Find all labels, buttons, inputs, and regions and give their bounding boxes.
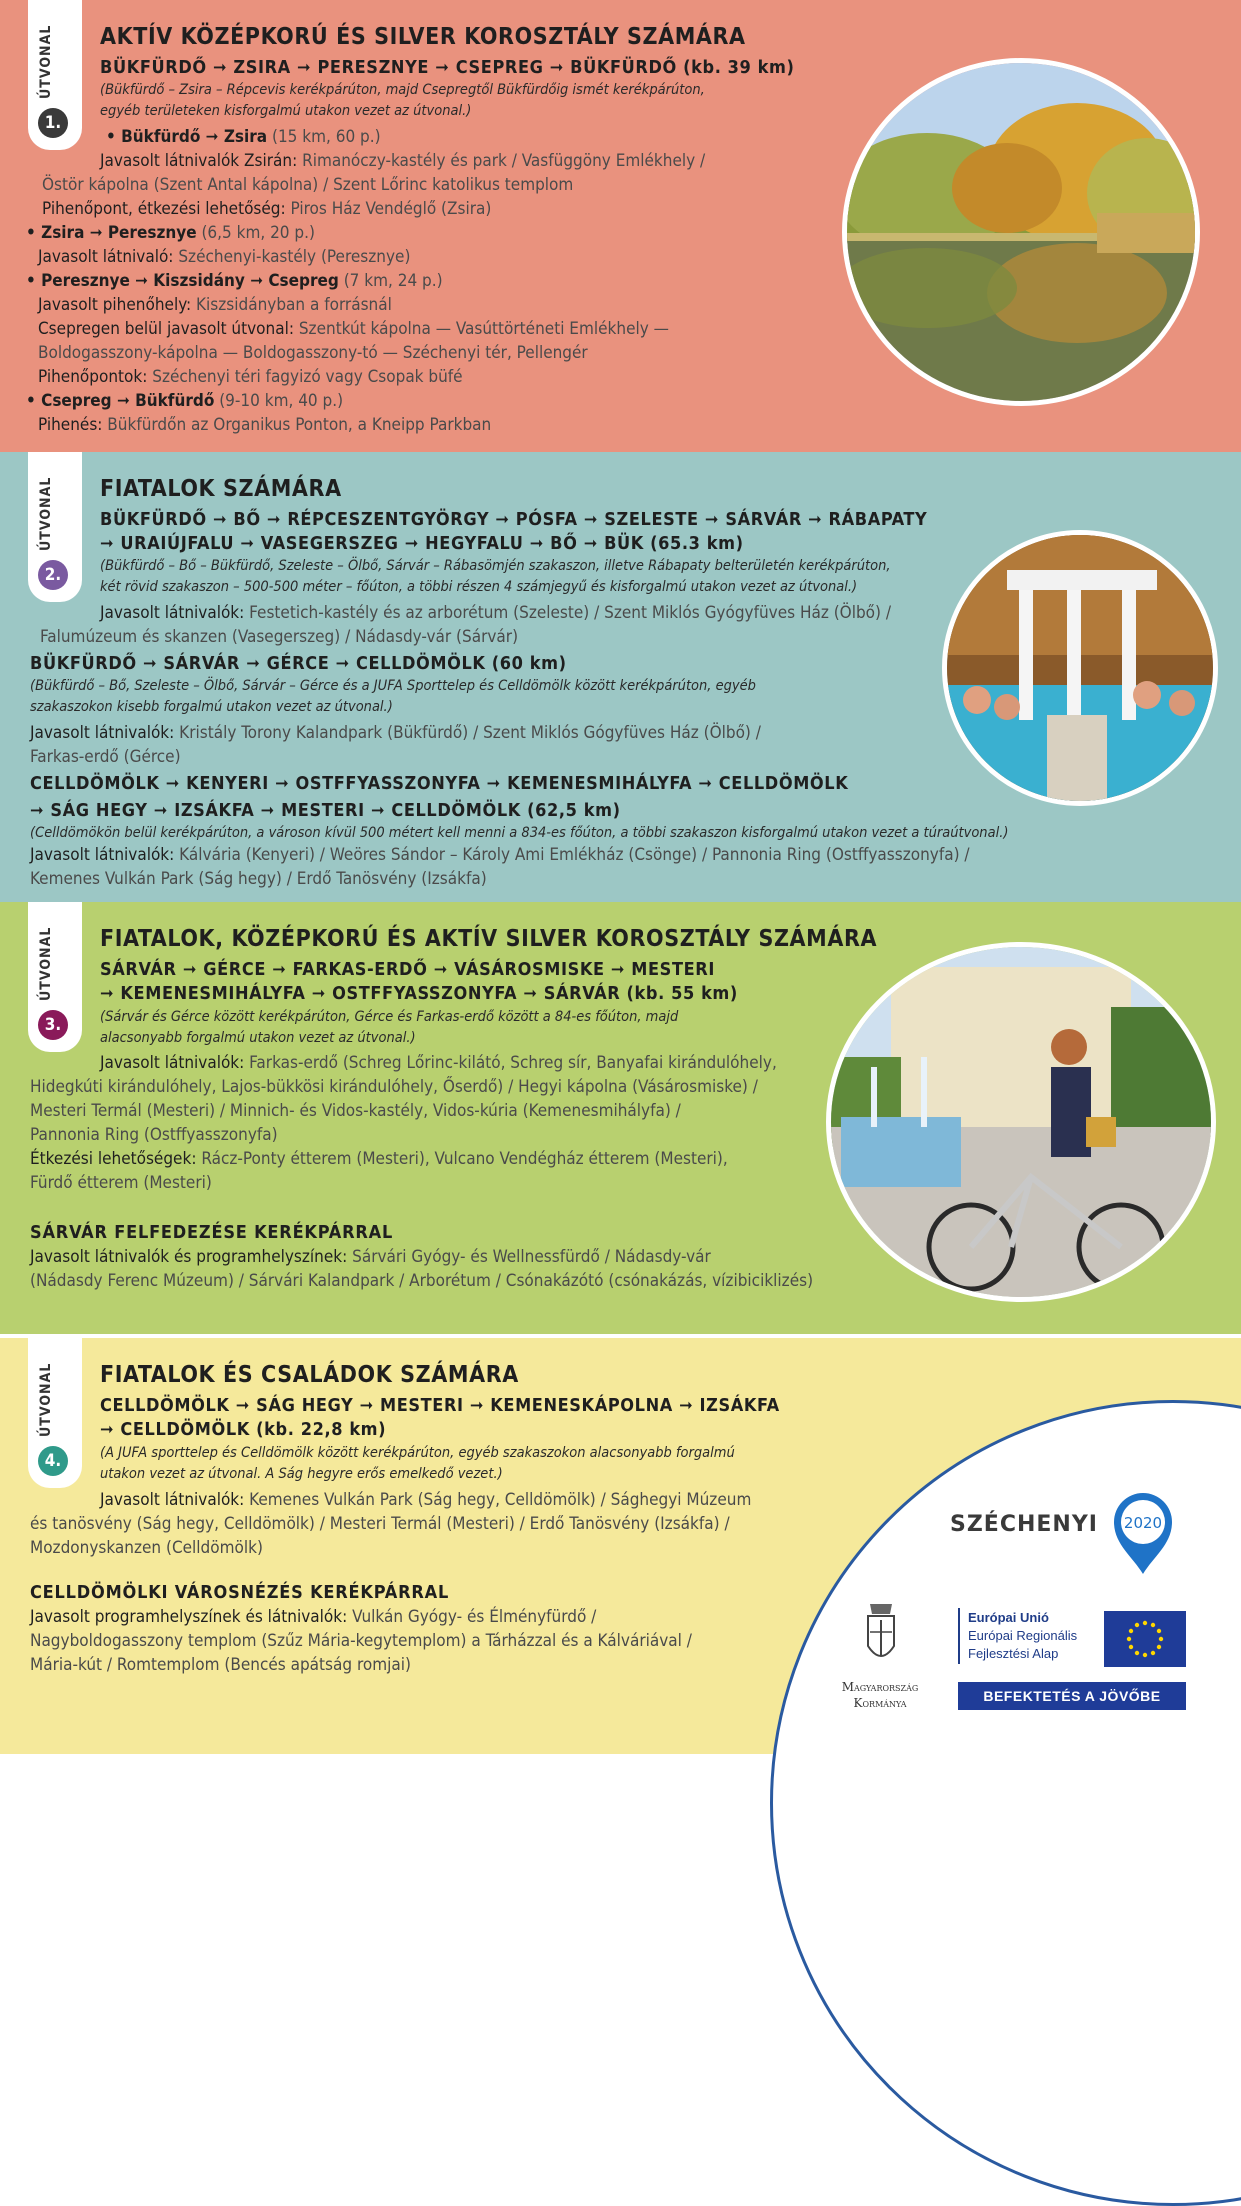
text: Boldogasszony-kápolna — Boldogasszony-tó — Széchenyi tér, Pellengér — [38, 343, 588, 363]
route-note: utakon vezet az útvonal. A Ság hegyre erős emelkedő vezet.) — [100, 1466, 503, 1482]
text: Mária-kút / Romtemplom (Bencés apátság romjai) — [30, 1655, 411, 1675]
cyclist-photo — [826, 942, 1216, 1302]
location-pin-icon — [1110, 1490, 1176, 1576]
route-note: egyéb területeken kisforgalmú utakon vezet az útvonal.) — [100, 103, 472, 119]
tab-label: ÚTVONAL — [38, 24, 54, 100]
text: Bükfürdőn az Organikus Ponton, a Kneipp Parkban — [102, 415, 492, 435]
label: Javasolt látnivalók: — [100, 603, 245, 623]
route-number: 2. — [38, 560, 68, 590]
route-path: ➞ URAIÚJFALU ➞ VASEGERSZEG ➞ HEGYFALU ➞ BŐ ➞ BÜK (65.3 km) — [100, 533, 744, 554]
label: Javasolt programhelyszínek és látnivalók: — [30, 1607, 348, 1627]
szechenyi-text: SZÉCHENYI — [950, 1512, 1098, 1537]
spa-photo — [942, 530, 1218, 806]
route-path: BÜKFÜRDŐ ➞ SÁRVÁR ➞ GÉRCE ➞ CELLDÖMÖLK (60 km) — [30, 653, 567, 674]
text: (Nádasdy Ferenc Múzeum) / Sárvári Kalandpark / Arborétum / Csónakázótó (csónakázás, vízibiciklizés) — [30, 1271, 814, 1291]
tab-label: ÚTVONAL — [38, 1362, 54, 1438]
label: Pihenőpontok: — [38, 367, 148, 387]
route-title: AKTÍV KÖZÉPKORÚ ÉS SILVER KOROSZTÁLY SZÁMÁRA — [100, 24, 746, 50]
route-note: (Bükfürdő – Zsira – Répcevis kerékpárúton, majd Csepregtől Bükfürdőig ismét kerékpárúton, — [100, 82, 705, 98]
eu-text-1: Európai Unió — [968, 1610, 1049, 1625]
leg-title: • Bükfürdő ➞ Zsira — [106, 127, 268, 147]
leg-detail: (15 km, 60 p.) — [267, 127, 381, 147]
eu-text-3: Fejlesztési Alap — [968, 1646, 1059, 1661]
route-number: 1. — [38, 108, 68, 138]
text: Széchenyi-kastély (Peresznye) — [173, 247, 411, 267]
route-path: CELLDÖMÖLK ➞ KENYERI ➞ OSTFFYASSZONYFA ➞ KEMENESMIHÁLYFA ➞ CELLDÖMÖLK — [30, 773, 849, 794]
lake-photo — [842, 58, 1200, 406]
label: Étkezési lehetőségek: — [30, 1149, 197, 1169]
text: Sárvári Gyógy- és Wellnessfürdő / Nádasdy-vár — [347, 1247, 711, 1267]
text: Mozdonyskanzen (Celldömölk) — [30, 1538, 263, 1558]
route-note: két rövid szakaszon – 500-500 méter – főúton, a többi részen 4 számjegyű és kisforgalmú utakon vezet az útvonal.) — [100, 579, 858, 595]
route-path: ➞ CELLDÖMÖLK (kb. 22,8 km) — [100, 1419, 387, 1440]
text: Rácz-Ponty étterem (Mesteri), Vulcano Vendégház étterem (Mesteri), — [196, 1149, 728, 1169]
route-path: ➞ SÁG HEGY ➞ IZSÁKFA ➞ MESTERI ➞ CELLDÖMÖLK (62,5 km) — [30, 800, 621, 821]
label: Javasolt látnivalók: — [30, 723, 175, 743]
label: Javasolt látnivalók: — [30, 845, 175, 865]
route-path: CELLDÖMÖLK ➞ SÁG HEGY ➞ MESTERI ➞ KEMENESKÁPOLNA ➞ IZSÁKFA — [100, 1395, 780, 1416]
route-path: BÜKFÜRDŐ ➞ ZSIRA ➞ PERESZNYE ➞ CSEPREG ➞ BÜKFÜRDŐ (kb. 39 km) — [100, 57, 795, 78]
spa-pavilion-image — [947, 535, 1213, 801]
route-2-section — [0, 452, 1241, 902]
cyclist-fountain-image — [831, 947, 1211, 1297]
route-path: BÜKFÜRDŐ ➞ BŐ ➞ RÉPCESZENTGYÖRGY ➞ PÓSFA ➞ SZELESTE ➞ SÁRVÁR ➞ RÁBAPATY — [100, 509, 928, 530]
leg-detail: (6,5 km, 20 p.) — [196, 223, 315, 243]
text: Östör kápolna (Szent Antal kápolna) / Szent Lőrinc katolikus templom — [42, 175, 574, 195]
route-note: szakaszokon kisebb forgalmú utakon vezet az útvonal.) — [30, 699, 393, 715]
text: és tanösvény (Ság hegy, Celldömölk) / Mesteri Termál (Mesteri) / Erdő Tanösvény (Izsákfa) / — [30, 1514, 730, 1534]
eu-text-2: Európai Regionális — [968, 1628, 1078, 1643]
label: Csepregen belül javasolt útvonal: — [38, 319, 294, 339]
route-path: ➞ KEMENESMIHÁLYFA ➞ OSTFFYASSZONYFA ➞ SÁRVÁR (kb. 55 km) — [100, 983, 738, 1004]
eu-logo — [958, 1608, 1188, 1716]
route-4-tab — [28, 1338, 82, 1488]
route-1-tab — [28, 0, 82, 150]
label: Javasolt látnivalók és programhelyszínek: — [30, 1247, 348, 1267]
route-3-section — [0, 902, 1241, 1334]
leg-detail: (7 km, 24 p.) — [338, 271, 443, 291]
year-text: 2020 — [1123, 1514, 1163, 1532]
label: Pihenőpont, étkezési lehetőség: — [42, 199, 286, 219]
government-logo — [820, 1598, 940, 1718]
route-note: alacsonyabb forgalmú utakon vezet az útvonal.) — [100, 1030, 416, 1046]
leg-title: • Csepreg ➞ Bükfürdő — [26, 391, 215, 411]
lake-autumn-image — [847, 63, 1195, 401]
text: Falumúzeum és skanzen (Vasegerszeg) / Nádasdy-vár (Sárvár) — [40, 627, 519, 647]
leg-detail: (9-10 km, 40 p.) — [214, 391, 344, 411]
subsection-title: CELLDÖMÖLKI VÁROSNÉZÉS KERÉKPÁRRAL — [30, 1582, 450, 1603]
route-note: (Bükfürdő – Bő – Bükfürdő, Szeleste – Ölbő, Sárvár – Rábasömjén szakaszon, illetve Rábapaty belterületén kerékpárúton, — [100, 558, 891, 574]
text: Farkas-erdő (Gérce) — [30, 747, 181, 767]
route-note: (A JUFA sporttelep és Celldömölk között kerékpárúton, egyéb szakaszokon alacsonyabb forgalmú — [100, 1445, 735, 1461]
tab-label: ÚTVONAL — [38, 926, 54, 1002]
text: Kálvária (Kenyeri) / Weöres Sándor – Károly Ami Emlékház (Csönge) / Pannonia Ring (Ostffyasszonyfa) / — [174, 845, 970, 865]
eu-flag-icon — [1104, 1611, 1186, 1667]
text: Kristály Torony Kalandpark (Bükfürdő) / Szent Miklós Gógyfüves Ház (Ölbő) / — [174, 723, 761, 743]
route-number: 4. — [38, 1446, 68, 1476]
label: Javasolt pihenőhely: — [38, 295, 192, 315]
text: Kemenes Vulkán Park (Ság hegy) / Erdő Tanösvény (Izsákfa) — [30, 869, 487, 889]
szechenyi-logo — [948, 1490, 1188, 1580]
route-title: FIATALOK, KÖZÉPKORÚ ÉS AKTÍV SILVER KOROSZTÁLY SZÁMÁRA — [100, 926, 878, 952]
coat-of-arms-icon — [862, 1598, 900, 1672]
text: Vulkán Gyógy- és Élményfürdő / — [347, 1607, 597, 1627]
leg-title: • Peresznye ➞ Kiszsidány ➞ Csepreg — [26, 271, 339, 291]
route-title: FIATALOK SZÁMÁRA — [100, 476, 342, 502]
text: Festetich-kastély és az arborétum (Szeleste) / Szent Miklós Gyógyfüves Ház (Ölbő) / — [244, 603, 892, 623]
route-note: (Bükfürdő – Bő, Szeleste – Ölbő, Sárvár – Gérce és a JUFA Sporttelep és Celldömölk között kerékpárúton, egyéb — [30, 678, 756, 694]
route-3-tab — [28, 902, 82, 1052]
route-2-tab — [28, 452, 82, 602]
label: Javasolt látnivalók Zsirán: — [100, 151, 298, 171]
route-note: (Celldömökön belül kerékpárúton, a városon kívül 500 métert kell menni a 834-es főúton, a többi szakaszon kisforgalmú utakon vezet a túraútvonal.) — [30, 825, 1009, 841]
text: Mesteri Termál (Mesteri) / Minnich- és Vidos-kastély, Vidos-kúria (Kemenesmihályfa) / — [30, 1101, 681, 1121]
route-note: (Sárvár és Gérce között kerékpárúton, Gérce és Farkas-erdő között a 84-es főúton, majd — [100, 1009, 679, 1025]
eu-divider — [958, 1608, 960, 1664]
government-text-1: Magyarország — [841, 1680, 919, 1694]
text: Piros Ház Vendéglő (Zsira) — [285, 199, 492, 219]
government-text-2: Kormánya — [853, 1696, 907, 1710]
label: Javasolt látnivalók: — [100, 1490, 245, 1510]
label: Pihenés: — [38, 415, 103, 435]
tab-label: ÚTVONAL — [38, 476, 54, 552]
text: Nagyboldogasszony templom (Szűz Mária-kegytemplom) a Tárházzal és a Kálváriával / — [30, 1631, 692, 1651]
text: Fürdő étterem (Mesteri) — [30, 1173, 212, 1193]
text: Rimanóczy-kastély és park / Vasfüggöny Emlékhely / — [297, 151, 706, 171]
label: Javasolt látnivaló: — [38, 247, 174, 267]
label: Javasolt látnivalók: — [100, 1053, 245, 1073]
route-title: FIATALOK ÉS CSALÁDOK SZÁMÁRA — [100, 1362, 519, 1388]
text: Kiszsidányban a forrásnál — [191, 295, 392, 315]
text: Farkas-erdő (Schreg Lőrinc-kilátó, Schreg sír, Banyafai kirándulóhely, — [244, 1053, 777, 1073]
route-1-section — [0, 0, 1241, 452]
route-number: 3. — [38, 1010, 68, 1040]
invest-banner: BEFEKTETÉS A JÖVŐBE — [958, 1682, 1186, 1710]
subsection-title: SÁRVÁR FELFEDEZÉSE KERÉKPÁRRAL — [30, 1222, 394, 1243]
leg-title: • Zsira ➞ Peresznye — [26, 223, 197, 243]
route-path: SÁRVÁR ➞ GÉRCE ➞ FARKAS-ERDŐ ➞ VÁSÁROSMISKE ➞ MESTERI — [100, 959, 715, 980]
text: Pannonia Ring (Ostffyasszonyfa) — [30, 1125, 278, 1145]
text: Kemenes Vulkán Park (Ság hegy, Celldömölk) / Sághegyi Múzeum — [244, 1490, 752, 1510]
text: Szentkút kápolna — Vasúttörténeti Emlékhely — — [293, 319, 669, 339]
text: Hidegkúti kirándulóhely, Lajos-bükkösi kirándulóhely, Őserdő) / Hegyi kápolna (Vásárosmiske) / — [30, 1077, 758, 1097]
text: Széchenyi téri fagyizó vagy Csopak büfé — [147, 367, 463, 387]
